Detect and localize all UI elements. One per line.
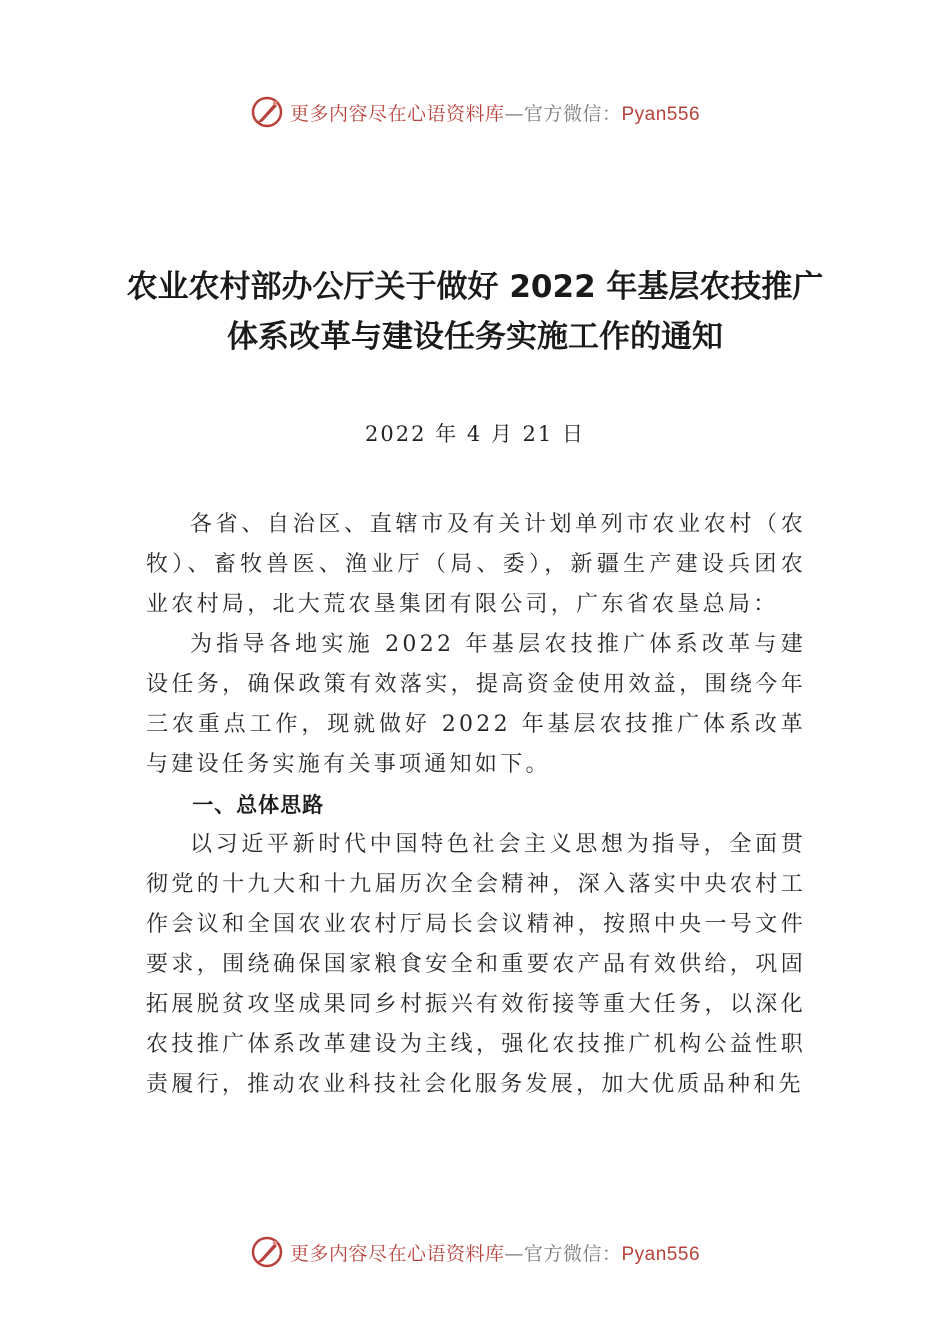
watermark-brand: 更多内容尽在心语资料库 [289,1242,505,1265]
watermark-brand: 更多内容尽在心语资料库 [289,102,505,125]
salutation-paragraph: 各省、自治区、直辖市及有关计划单列市农业农村（农牧）、畜牧兽医、渔业厅（局、委），新疆生产建设兵团农业农村局，北大荒农垦集团有限公司，广东省农垦总局： [146,512,806,617]
intro-paragraph: 为指导各地实施 2022 年基层农技推广体系改革与建设任务，确保政策有效落实，提高资金使用效益，围绕今年三农重点工作，现就做好 2022 年基层农技推广体系改革与建设任务实施有关事项通知如下。 [146,632,806,777]
watermark-account: Pyan556 [621,1243,701,1265]
watermark-account: Pyan556 [621,103,701,125]
watermark-label: 官方微信： [523,102,622,125]
document-date: 2022 年 4 月 21 日 [365,422,585,446]
document-body [146,505,806,1105]
watermark-banner-top [0,92,950,132]
watermark-separator: — [504,1242,524,1265]
section-paragraph: 以习近平新时代中国特色社会主义思想为指导，全面贯彻党的十九大和十九届历次全会精神，深入落实中央农村工作会议和全国农业农村厅局长会议精神，按照中央一号文件要求，围绕确保国家粮食安全和重要农产品有效供给，巩固拓展脱贫攻坚成果同乡村振兴有效衔接等重大任务，以深化农技推广体系改革建设为主线，强化农技推广机构公益性职责履行，推动农业科技社会化服务发展，加大优质品种和先 [146,832,806,1097]
watermark-banner-bottom [0,1232,950,1272]
document-title: 农业农村部办公厅关于做好 2022 年基层农技推广体系改革与建设任务实施工作的通知 [126,269,824,355]
watermark-separator: — [504,102,524,125]
quill-pen-logo-icon [250,95,284,129]
watermark-text [290,99,700,126]
section-heading: 一、总体思路 [192,793,325,817]
watermark-text [290,1239,700,1266]
watermark-label: 官方微信： [523,1242,622,1265]
quill-pen-logo-icon [250,1235,284,1269]
